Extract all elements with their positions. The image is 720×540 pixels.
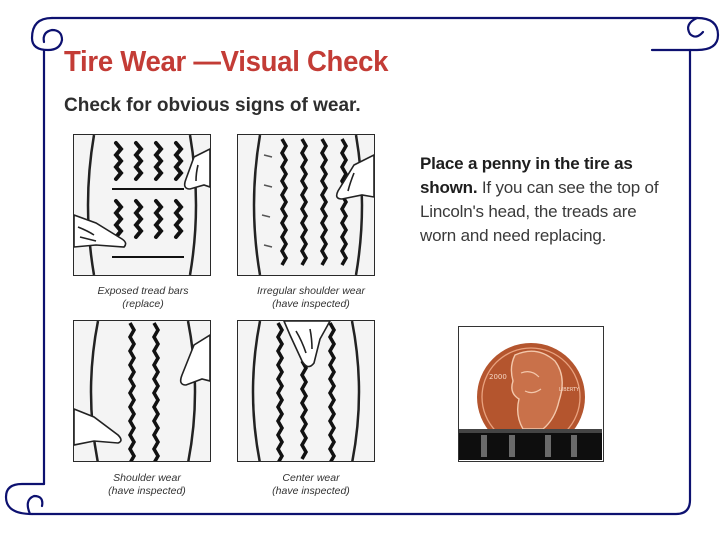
- caption-exposed-tread-bars: [58, 285, 228, 311]
- penny-instructions: [420, 152, 660, 248]
- tire-panel-shoulder-wear: [73, 320, 211, 462]
- caption-note: (have inspected): [272, 485, 350, 497]
- tire-tread-icon: [459, 429, 602, 460]
- penny-year: 2000: [489, 373, 507, 381]
- tire-tread-icon: [74, 135, 210, 275]
- caption-note: (replace): [122, 298, 164, 310]
- penny-motto: LIBERTY: [559, 387, 580, 393]
- caption-center-wear: [226, 472, 396, 498]
- tire-panel-irregular-shoulder-wear: [237, 134, 375, 276]
- penny-test-photo: [458, 326, 604, 462]
- caption-title: Shoulder wear: [113, 472, 181, 484]
- instructions-body: If you can see the top of Lincoln's head, the treads are worn and need replacing.: [420, 178, 659, 245]
- caption-note: (have inspected): [108, 485, 186, 497]
- page-title: Tire Wear —Visual Check: [64, 46, 389, 78]
- caption-title: Exposed tread bars: [97, 285, 189, 297]
- caption-shoulder-wear: [62, 472, 232, 498]
- instructions-lead: Place a penny in the tire as shown.: [420, 154, 633, 197]
- caption-title: Center wear: [282, 472, 340, 484]
- caption-note: (have inspected): [272, 298, 350, 310]
- tire-tread-icon: [238, 135, 374, 275]
- caption-irregular-shoulder-wear: [226, 285, 396, 311]
- tire-panel-exposed-tread-bars: [73, 134, 211, 276]
- tire-panel-center-wear: [237, 320, 375, 462]
- caption-title: Irregular shoulder wear: [257, 285, 365, 297]
- page-subtitle: Check for obvious signs of wear.: [64, 95, 361, 116]
